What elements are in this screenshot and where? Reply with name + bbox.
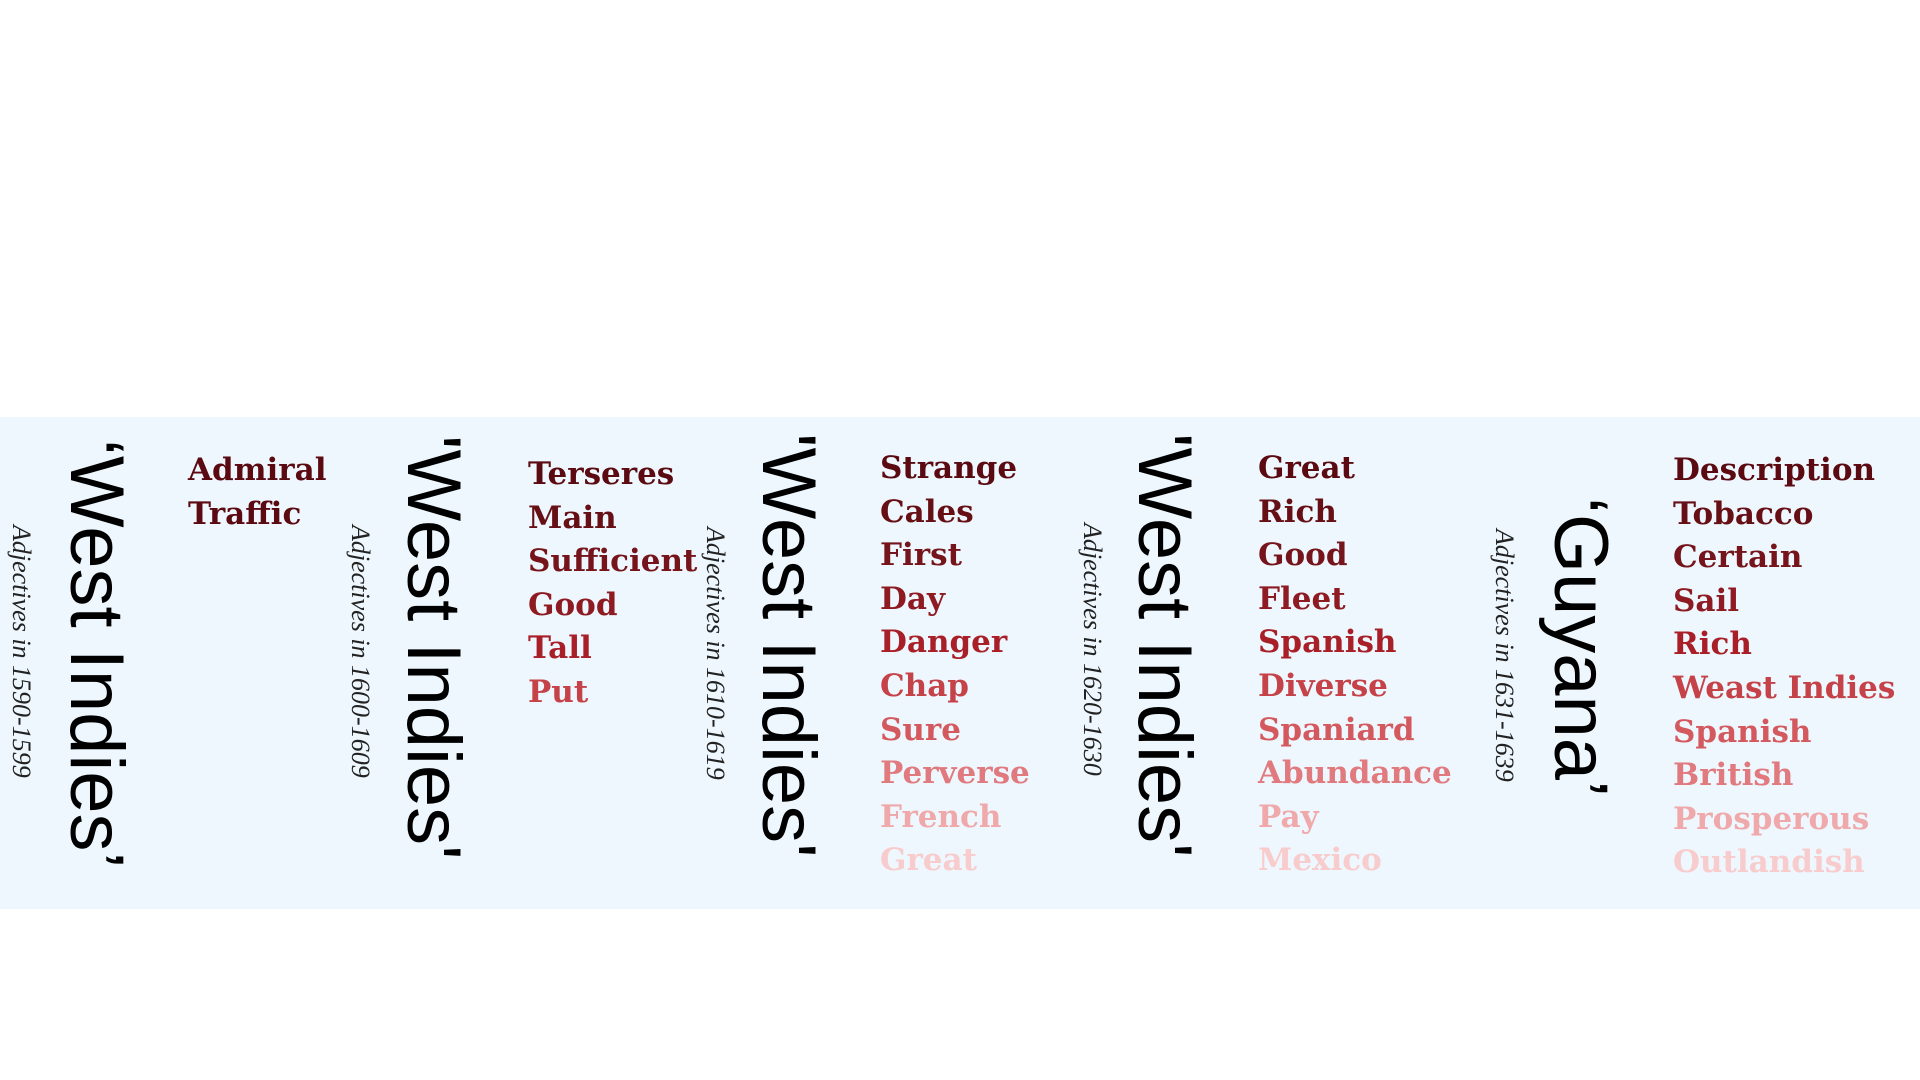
adjective-word: First bbox=[880, 537, 962, 574]
panel-1600-1609 bbox=[340, 417, 698, 909]
adjective-word: French bbox=[880, 798, 1002, 835]
panel-1631-1639 bbox=[1480, 417, 1920, 909]
adjective-word: Weast Indies bbox=[1673, 669, 1896, 706]
adjective-word: Chap bbox=[880, 667, 969, 704]
adjective-word: Tall bbox=[528, 630, 592, 667]
word-list bbox=[1258, 447, 1452, 883]
panel-1590-1599 bbox=[0, 417, 340, 909]
adjective-word: Great bbox=[1258, 450, 1355, 486]
panel-title: 'West Indies' bbox=[746, 433, 831, 858]
panel-title: 'West Indies' bbox=[1122, 433, 1207, 858]
adjective-word: Good bbox=[528, 586, 618, 623]
adjective-word: Pay bbox=[1258, 798, 1319, 835]
adjective-word: Fleet bbox=[1258, 580, 1346, 617]
adjective-word: Terseres bbox=[528, 456, 675, 492]
adjective-word: Outlandish bbox=[1673, 844, 1865, 881]
panel-title: ‘West Indies’ bbox=[54, 439, 139, 869]
adjective-word: Prosperous bbox=[1673, 800, 1870, 837]
panel-caption: Adjectives in 1620-1630 bbox=[1078, 523, 1107, 776]
word-list bbox=[188, 449, 327, 536]
adjective-word: Cales bbox=[880, 493, 974, 530]
adjective-word: Diverse bbox=[1258, 667, 1388, 704]
panel-caption: Adjectives in 1610-1619 bbox=[701, 527, 730, 780]
panel-caption: Adjectives in 1631-1639 bbox=[1490, 529, 1519, 782]
adjective-word: Description bbox=[1673, 452, 1876, 488]
adjective-word: British bbox=[1673, 757, 1794, 794]
adjective-word: Traffic bbox=[188, 495, 302, 532]
word-list bbox=[528, 453, 697, 715]
adjective-word: Main bbox=[528, 499, 617, 536]
adjective-word: Mexico bbox=[1258, 842, 1382, 879]
word-list bbox=[880, 447, 1030, 883]
adjective-word: Rich bbox=[1673, 626, 1752, 663]
adjective-word: Danger bbox=[880, 624, 1008, 661]
adjective-word: Sail bbox=[1673, 582, 1740, 619]
adjective-word: Put bbox=[528, 673, 589, 710]
adjective-word: Spaniard bbox=[1258, 711, 1415, 748]
adjectives-band bbox=[0, 417, 1920, 909]
adjective-word: Sure bbox=[880, 711, 961, 748]
panel-caption: Adjectives in 1600-1609 bbox=[346, 525, 375, 778]
adjective-word: Perverse bbox=[880, 755, 1030, 792]
word-list bbox=[1673, 449, 1895, 885]
panel-1620-1630 bbox=[1070, 417, 1480, 909]
panel-caption: Adjectives in 1590-1599 bbox=[7, 525, 36, 778]
adjective-word: Admiral bbox=[188, 452, 327, 488]
panel-title: ‘Guyana’ bbox=[1538, 497, 1623, 797]
panel-1610-1619 bbox=[690, 417, 1070, 909]
adjective-word: Strange bbox=[880, 450, 1018, 486]
adjective-word: Abundance bbox=[1258, 755, 1452, 792]
adjective-word: Tobacco bbox=[1673, 495, 1814, 532]
adjective-word: Day bbox=[880, 580, 945, 617]
adjective-word: Sufficient bbox=[528, 543, 698, 580]
adjective-word: Rich bbox=[1258, 493, 1337, 530]
adjective-word: Spanish bbox=[1258, 624, 1397, 661]
panel-title: 'West Indies' bbox=[391, 435, 476, 860]
adjective-word: Certain bbox=[1673, 539, 1803, 576]
adjective-word: Spanish bbox=[1673, 713, 1812, 750]
adjective-word: Great bbox=[880, 842, 977, 879]
adjective-word: Good bbox=[1258, 537, 1348, 574]
